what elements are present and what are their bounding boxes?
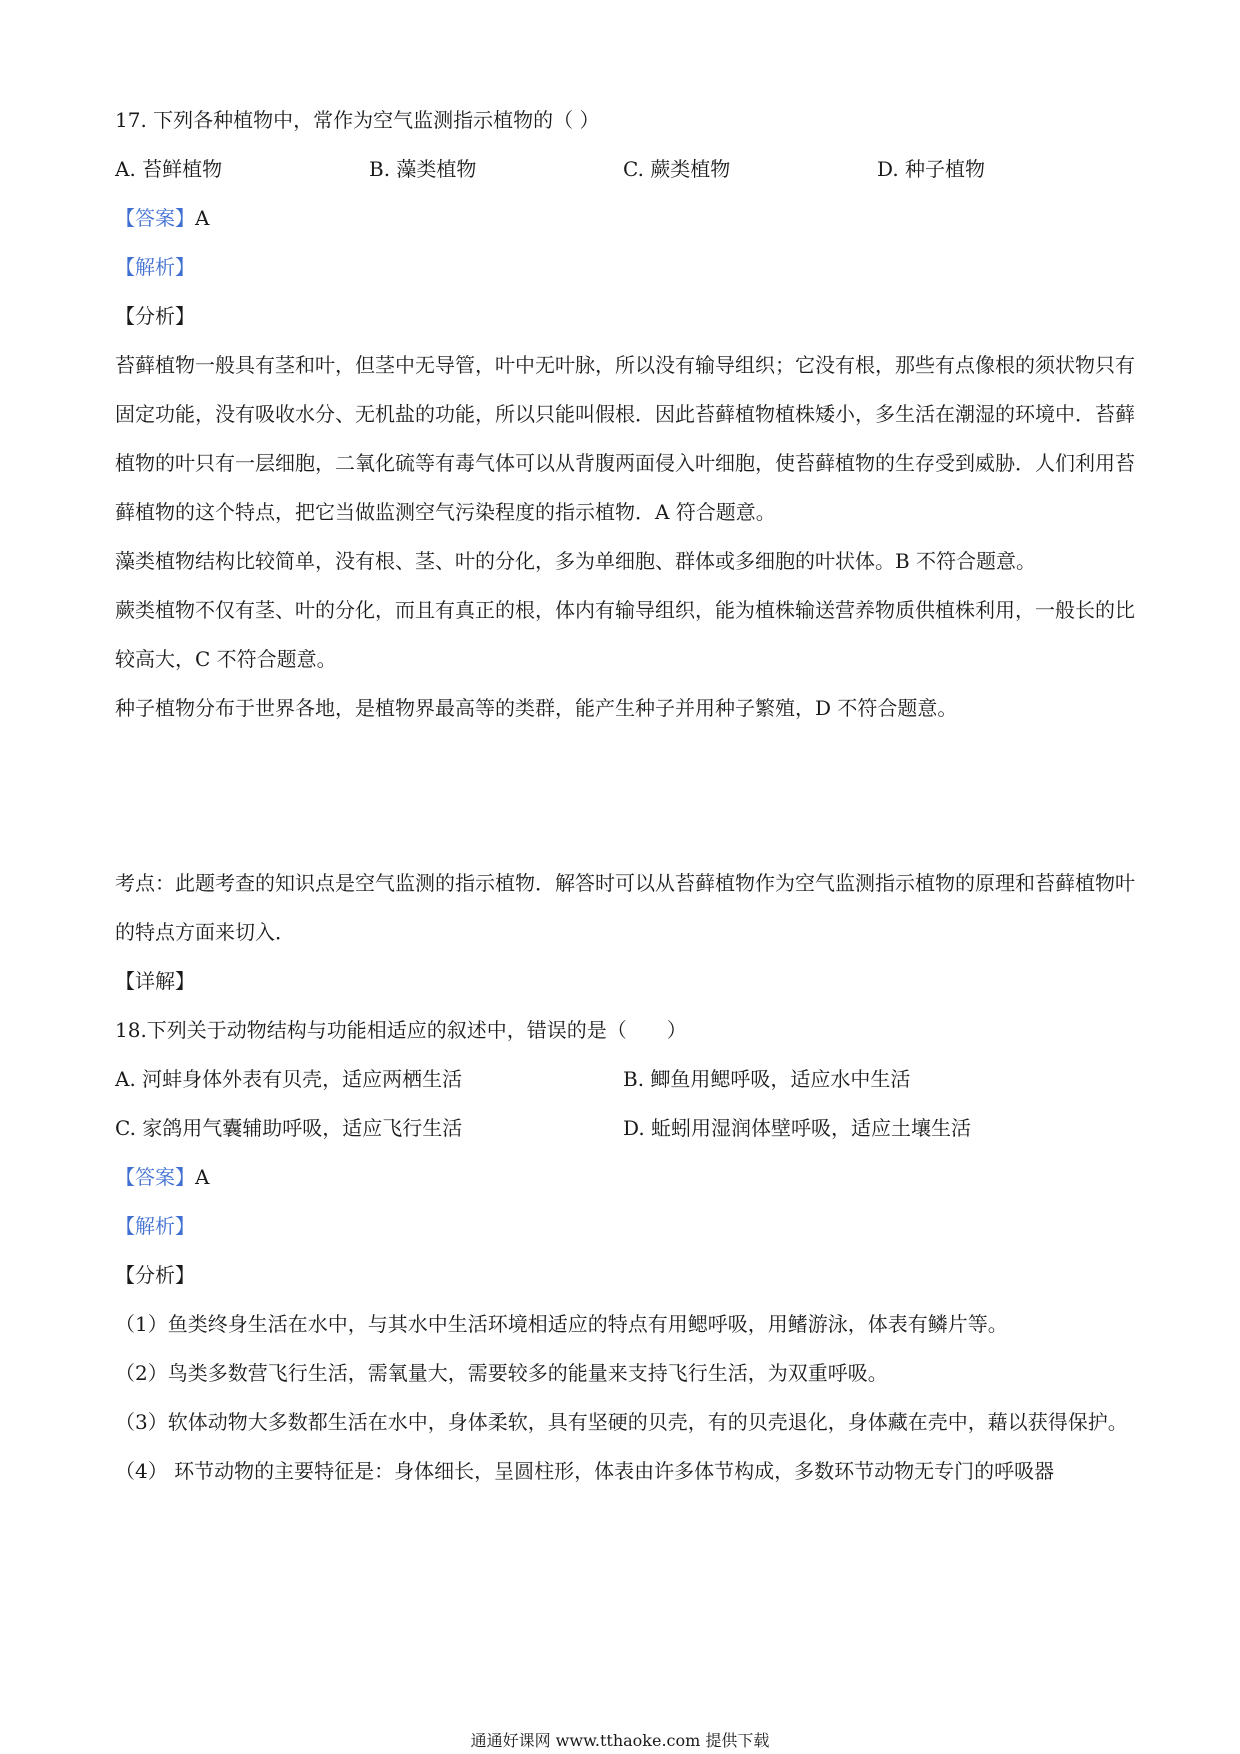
- q17-xiangjie-tag: 【详解】: [115, 969, 195, 993]
- q18-paragraph-2: （2）鸟类多数营飞行生活，需氧量大，需要较多的能量来支持飞行生活，为双重呼吸。: [115, 1361, 888, 1385]
- q18-question: 18.下列关于动物结构与功能相适应的叙述中，错误的是（ ）: [115, 1018, 687, 1042]
- q18-answer-tag: 【答案】: [115, 1165, 195, 1189]
- q17-fenxi-tag: 【分析】: [115, 304, 195, 328]
- q17-answer-line: [115, 194, 1135, 243]
- document-page: [115, 96, 1135, 1496]
- q17-option-c: C. 蕨类植物: [623, 157, 731, 181]
- q18-analysis-tag: 【解析】: [115, 1214, 195, 1238]
- q17-option-d: D. 种子植物: [877, 157, 986, 181]
- q18-paragraph-4: （4） 环节动物的主要特征是：身体细长，呈圆柱形，体表由许多体节构成，多数环节动物无专门的呼吸器: [115, 1459, 1055, 1483]
- q17-paragraph-1: 苔藓植物一般具有茎和叶，但茎中无导管，叶中无叶脉，所以没有输导组织；它没有根，那些有点像根的须状物只有固定功能，没有吸收水分、无机盐的功能，所以只能叫假根．因此苔藓植物植株矮小，多生活在潮湿的环境中．苔藓植物的叶只有一层细胞，二氧化硫等有毒气体可以从背腹两面侵入叶细胞，使苔藓植物的生存受到威胁．人们利用苔藓植物的这个特点，把它当做监测空气污染程度的指示植物．A 符合题意。: [115, 353, 1135, 524]
- q17-paragraph-4: 种子植物分布于世界各地，是植物界最高等的类群，能产生种子并用种子繁殖，D 不符合题意。: [115, 696, 958, 720]
- q17-answer-tag: 【答案】: [115, 206, 195, 230]
- q18-option-d: D. 蚯蚓用湿润体壁呼吸，适应土壤生活: [623, 1116, 972, 1140]
- q18-answer-value: A: [195, 1165, 210, 1189]
- q18-paragraph-3: （3）软体动物大多数都生活在水中，身体柔软，具有坚硬的贝壳，有的贝壳退化，身体藏在壳中，藉以获得保护。: [115, 1410, 1128, 1434]
- q17-paragraph-3: 蕨类植物不仅有茎、叶的分化，而且有真正的根，体内有输导组织，能为植株输送营养物质供植株利用，一般长的比较高大，C 不符合题意。: [115, 598, 1135, 671]
- q17-kaodian: 考点：此题考查的知识点是空气监测的指示植物．解答时可以从苔藓植物作为空气监测指示植物的原理和苔藓植物叶的特点方面来切入．: [115, 871, 1135, 944]
- page-footer: 通通好课网 www.tthaoke.com 提供下载: [470, 1731, 770, 1750]
- q18-answer-line: [115, 1153, 1135, 1202]
- q17-option-b: B. 藻类植物: [369, 157, 477, 181]
- q18-option-a: A. 河蚌身体外表有贝壳，适应两栖生活: [115, 1067, 463, 1091]
- q18-options-row-2: [115, 1104, 1135, 1153]
- q18-fenxi-tag: 【分析】: [115, 1263, 195, 1287]
- q18-option-c: C. 家鸽用气囊辅助呼吸，适应飞行生活: [115, 1116, 463, 1140]
- q18-options-row-1: [115, 1055, 1135, 1104]
- q17-paragraph-2: 藻类植物结构比较简单，没有根、茎、叶的分化，多为单细胞、群体或多细胞的叶状体。B 不符合题意。: [115, 549, 1037, 573]
- vertical-gap: [115, 733, 1135, 859]
- q17-option-a: A. 苔鲜植物: [115, 157, 223, 181]
- q17-analysis-tag: 【解析】: [115, 255, 195, 279]
- q18-paragraph-1: （1）鱼类终身生活在水中，与其水中生活环境相适应的特点有用鳃呼吸，用鳍游泳，体表有鳞片等。: [115, 1312, 1008, 1336]
- q18-option-b: B. 鲫鱼用鳃呼吸，适应水中生活: [623, 1067, 911, 1091]
- q17-answer-value: A: [195, 206, 210, 230]
- q17-options: [115, 145, 1135, 194]
- q17-question: 17. 下列各种植物中，常作为空气监测指示植物的（ ）: [115, 108, 600, 132]
